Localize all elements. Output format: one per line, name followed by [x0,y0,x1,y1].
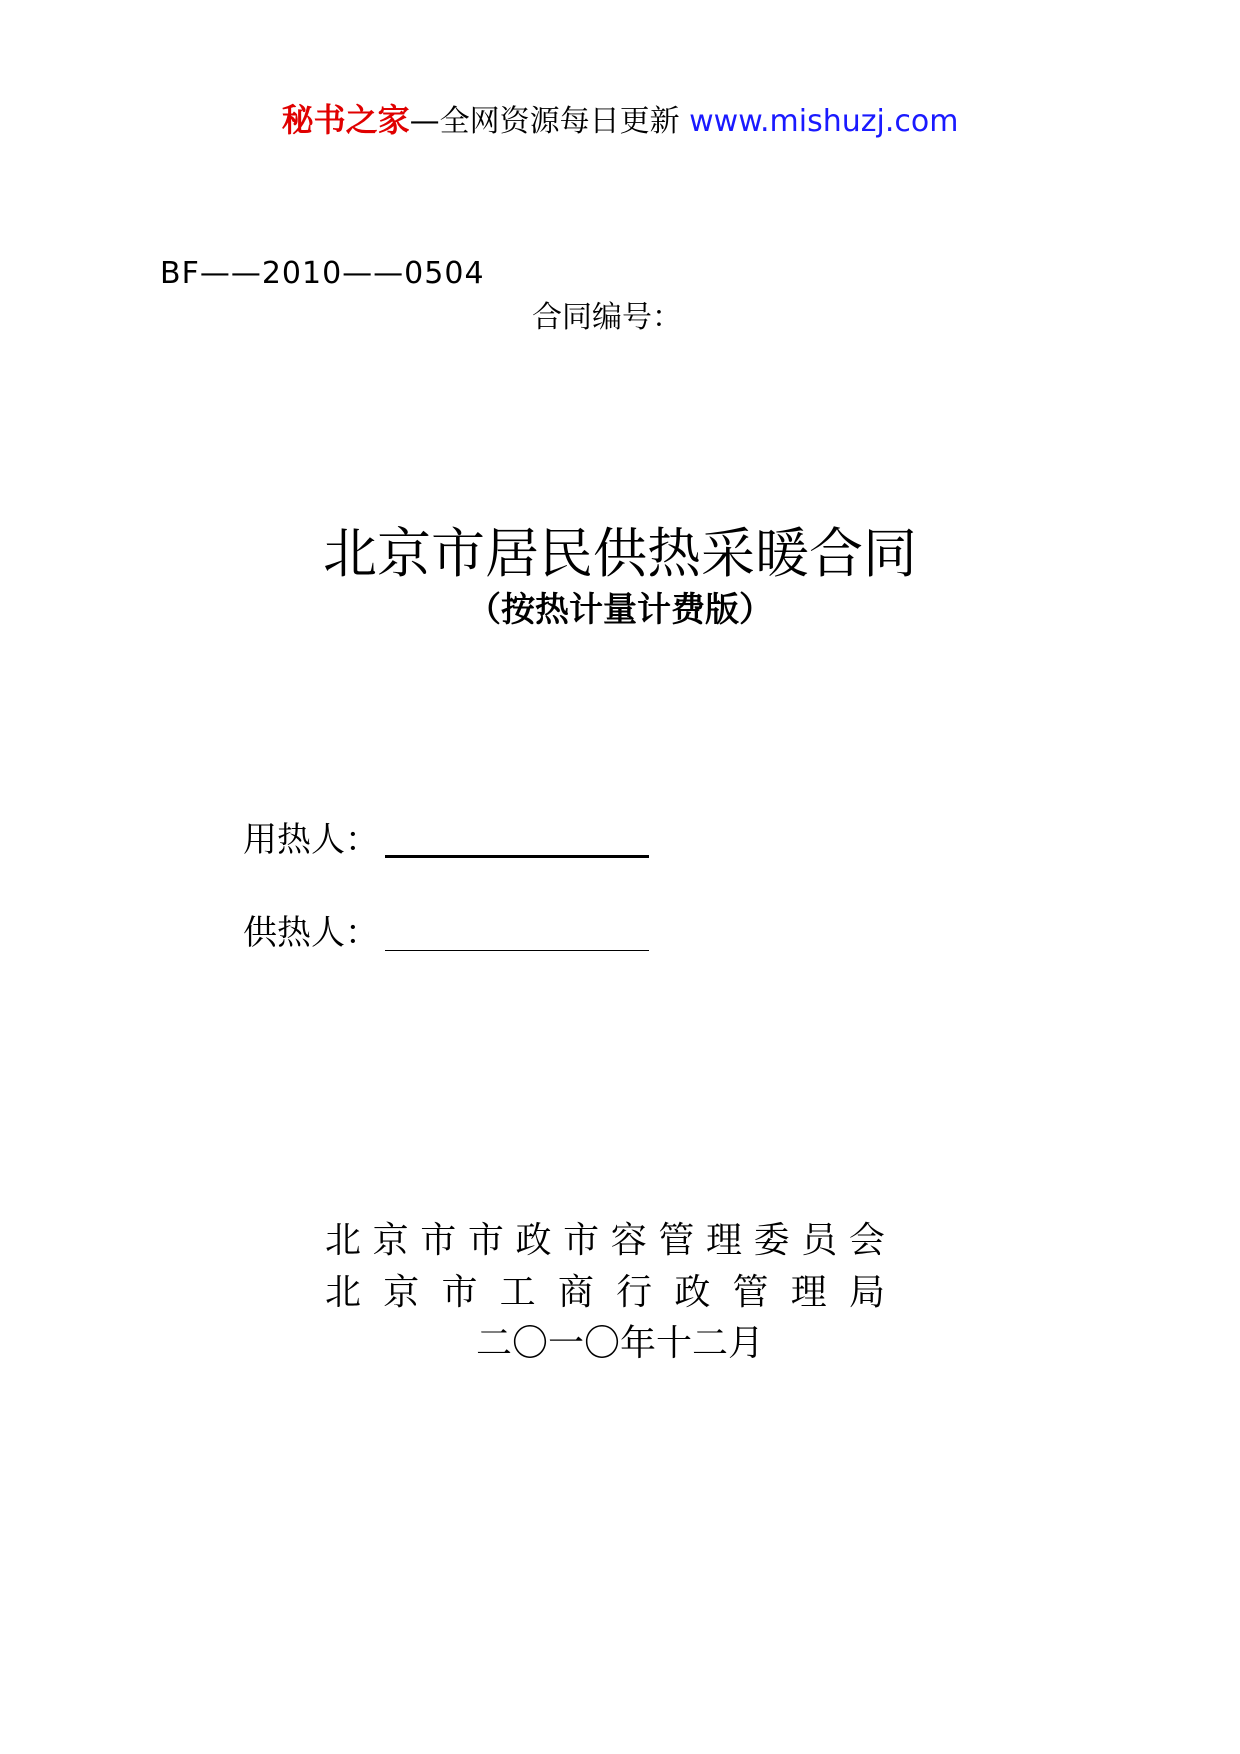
issuer-char: 京 [383,1272,420,1313]
issuer-municipal-commission [325,1218,885,1264]
heat-supplier-label: 供热人： [243,913,379,953]
issue-date: 二〇一〇年十二月 [475,1323,764,1364]
heat-user-field [243,818,649,862]
issuer-char: 商 [557,1272,594,1313]
issuer-char: 理 [790,1272,827,1313]
issuer-char: 局 [848,1272,885,1313]
issuer-industry-commerce-bureau [325,1270,885,1316]
issuer-char: 委 [753,1220,790,1261]
contract-number-label: 合同编号： [532,300,682,335]
header-banner [0,100,1240,142]
issuer-char: 工 [499,1272,536,1313]
document-code: BF——2010——0504 [160,256,485,291]
banner-tagline: —全网资源每日更新 [409,104,680,139]
issuer-char: 北 [325,1220,362,1261]
issuer-char: 管 [732,1272,769,1313]
heat-user-blank[interactable] [385,819,649,858]
heat-supplier-field [243,911,649,955]
document-subtitle: （按热计量计费版） [467,590,773,630]
issuer-char: 政 [515,1220,552,1261]
banner-url[interactable]: www.mishuzj.com [689,104,959,139]
brand-name: 秘书之家 [281,101,410,139]
issuer-char: 市 [467,1220,504,1261]
issuer-char: 北 [325,1272,362,1313]
document-title: 北京市居民供热采暖合同 [323,522,917,585]
issuer-char: 管 [658,1220,695,1261]
issuer-char: 市 [563,1220,600,1261]
heat-user-label: 用热人： [243,820,379,860]
heat-supplier-blank[interactable] [385,914,649,951]
issuer-char: 行 [616,1272,653,1313]
issuer-char: 市 [420,1220,457,1261]
issuer-char: 市 [441,1272,478,1313]
issuer-char: 政 [674,1272,711,1313]
issuer-char: 会 [848,1220,885,1261]
issuer-char: 理 [706,1220,743,1261]
issuer-char: 京 [372,1220,409,1261]
issuer-char: 员 [801,1220,838,1261]
issuer-char: 容 [610,1220,647,1261]
